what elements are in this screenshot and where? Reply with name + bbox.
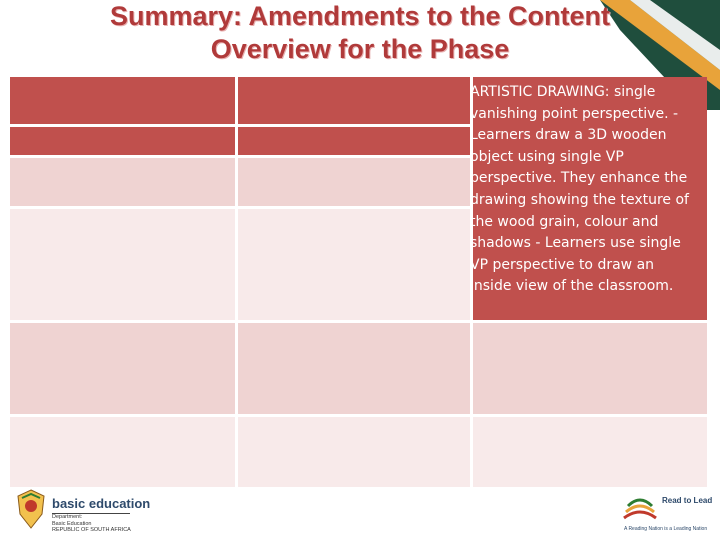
title-line-1: Summary: Amendments to the Content [109,1,611,31]
read-to-lead-title: Read to Lead [662,496,713,505]
table-cell [10,323,235,414]
table-cell [10,209,235,320]
table-cell [238,77,470,124]
dept-line: REPUBLIC OF SOUTH AFRICA [52,527,131,533]
table-cell [10,158,235,206]
table-cell [238,158,470,206]
coat-of-arms-icon [14,488,48,530]
table-cell [238,127,470,155]
title-line-2: Overview for the Phase [210,34,510,64]
table-cell [10,417,235,487]
read-to-lead-book-icon [620,492,660,526]
table-cell [473,323,707,414]
read-to-lead-tagline: A Reading Nation is a Leading Nation [624,526,708,532]
table-cell [10,77,235,124]
slide-title [0,0,720,74]
artistic-drawing-text: ARTISTIC DRAWING: single vanishing point perspective. - Learners draw a 3D wooden object using single VP perspective. They enhance the drawing showing the texture of the wood grain, colour and shadows - Learners use single VP perspective to draw an inside view of the classroom. [470,84,689,295]
brand-name: basic education [52,496,130,514]
dept-line: Basic Education [52,520,92,527]
table-cell [238,323,470,414]
table-cell [238,417,470,487]
department-brand [52,496,151,534]
table-row [10,417,707,487]
table-cell [473,417,707,487]
table-cell [10,127,235,155]
table-cell [238,209,470,320]
table-row [10,323,707,414]
dept-line: Department: [52,514,83,520]
footer [0,488,720,540]
